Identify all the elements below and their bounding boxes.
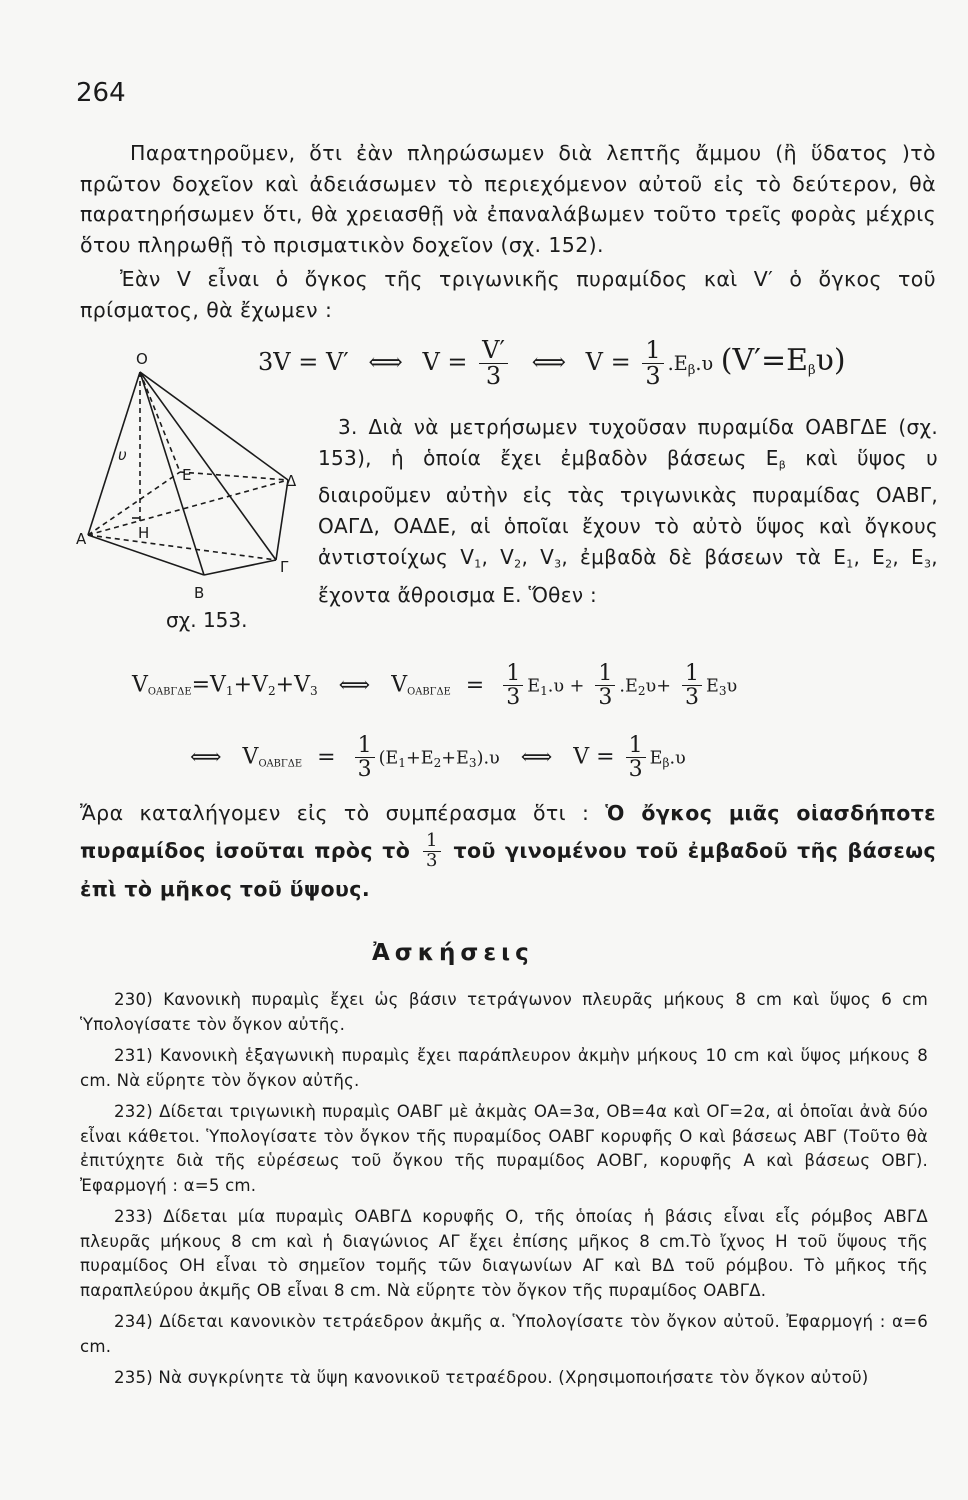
exercise-231: 231) Κανονικὴ ἑξαγωνικὴ πυραμὶς ἔχει παράπλευρον ἀκμὴν μήκους 10 cm καὶ ὕψος μήκους 8 cm. Νὰ εὕρητε τὸν ὄγκον αὐτῆς.	[80, 1046, 928, 1090]
exercises-heading: Ἀσκήσεις	[372, 940, 534, 966]
label-O: O	[136, 350, 148, 368]
edge-ED	[180, 472, 288, 480]
exercise-230: 230) Κανονικὴ πυραμὶς ἔχει ὡς βάσιν τετράγωνον πλευρᾶς μήκους 8 cm καὶ ὕψος 6 cm Ὑπολογίσατε τὸν ὄγκον αὐτῆς.	[80, 990, 928, 1034]
edge-GD	[276, 480, 288, 560]
paragraph-intro: Παρατηροῦμεν, ὅτι ἐὰν πληρώσωμεν διὰ λεπτῆς ἄμμου (ἢ ὕδατος )τὸ πρῶτον δοχεῖον καὶ ἀδειάσωμεν τὸ περιεχόμενον αὐτοῦ εἰς τὸ δεύτερον, θὰ παρατηρήσωμεν ὅτι, θὰ χρειασθῇ νὰ ἐπαναλάβωμεν τοῦτο τρεῖς φορὰς μέχρις ὅτου πληρωθῇ τὸ πρισματικὸν δοχεῖον (σχ. 152).	[80, 141, 936, 257]
label-G: Γ	[280, 558, 289, 576]
label-D: Δ	[286, 472, 297, 490]
equation-volume-result: ⟺ $V_{OAB\Gamma\Delta E}$ = $\frac{1}{3}$ $(E_1+E_2+E_3).\upsilon$ ⟺ V = $\frac{1}{3}$ $E_\beta.\upsilon$	[190, 733, 686, 783]
edge-OB	[140, 372, 204, 575]
exercise-list	[80, 988, 928, 1398]
equation-prism-relation: 3V = V′ ⟺ V = $\frac{V'}{3}$ ⟺ V = $\frac{1}{3}$ $.E_\beta.\upsilon$ $(V'=E_\beta\upsilon)$	[258, 336, 846, 391]
exercise-233: 233) Δίδεται μία πυραμὶς ΟΑΒΓΔ κορυφῆς Ο, τῆς ὁποίας ἡ βάσις εἶναι εἷς ρόμβος ΑΒΓΔ πλευρᾶς μήκους 8 cm καὶ ἡ διαγώνιος ΑΓ ἔχει ἐπίσης μῆκος 8 cm.Τὸ ἴχνος Η τοῦ ὕψους τῆς πυραμίδος ΟΗ εἶναι τὸ σημεῖον τομῆς τῶν διαγωνίων ΑΓ καὶ ΒΔ τοῦ ρόμβου. Τὸ μῆκος τῆς παραπλεύρου ἀκμῆς ΟΒ εἶναι 8 cm. Νὰ εὕρητε τὸν ὄγκον τῆς πυραμίδος ΟΑΒΓΔ.	[80, 1207, 928, 1300]
edge-AE	[88, 472, 180, 535]
paragraph-volume-definition: Ἐὰν V εἶναι ὁ ὄγκος τῆς τριγωνικῆς πυραμίδος καὶ V′ ὁ ὄγκος τοῦ πρίσματος, θὰ ἔχωμεν :	[80, 267, 936, 322]
pyramid-figure	[76, 340, 316, 610]
label-H: H	[138, 524, 150, 542]
paragraph-arbitrary-pyramid: 3. Διὰ νὰ μετρήσωμεν τυχοῦσαν πυραμίδα ΟΑΒΓΔΕ (σχ. 153), ἡ ὁποία ἔχει ἐμβαδὸν βάσεως $E_\beta$ καὶ ὕψος υ διαιροῦμεν αὐτὴν εἰς τὰς τριγωνικὰς πυραμίδας ΟΑΒΓ, ΟΑΓΔ, ΟΑΔΕ, αἱ ὁποῖαι ἔχουν τὸ αὐτὸ ὕψος καὶ ὄγκους ἀντιστοίχως $V_1$, $V_2$, $V_3$, ἐμβαδὰ δὲ βάσεων τὰ $E_1$, $E_2$, $E_3$, ἔχοντα ἄθροισμα E. Ὅθεν :	[318, 415, 938, 607]
label-B: B	[194, 584, 205, 602]
conclusion-theorem: Ἄρα καταλήγομεν εἰς τὸ συμπέρασμα ὅτι : Ὁ ὄγκος μιᾶς οἱασδήποτε πυραμίδος ἰσοῦται πρὸς τὸ $\frac{1}{3}$ τοῦ γινομένου τοῦ ἐμβαδοῦ τῆς βάσεως ἐπὶ τὸ μῆκος τοῦ ὕψους.	[80, 801, 936, 901]
page-number: 264	[76, 78, 126, 108]
label-u: υ	[118, 446, 127, 464]
edge-OG	[140, 372, 276, 560]
exercise-234: 234) Δίδεται κανονικὸν τετράεδρον ἀκμῆς α. Ὑπολογίσατε τὸν ὄγκον αὐτοῦ. Ἐφαρμογή : α=6 cm.	[80, 1312, 928, 1356]
edge-OA	[88, 372, 140, 535]
exercise-235: 235) Νὰ συγκρίνητε τὰ ὕψη κανονικοῦ τετραέδρου. (Χρησιμοποιήσατε τὸν ὄγκον αὐτοῦ)	[114, 1368, 869, 1387]
equation-volume-sum: $V_{OAB\Gamma\Delta E}=V_1+V_2+V_3$ ⟺ $V_{OAB\Gamma\Delta E}$ = $\frac{1}{3}$ $E_1.\upsilon$ + $\frac{1}{3}$ $.E_2\upsilon+$ $\frac{1}{3}$ $E_3\upsilon$	[132, 661, 738, 711]
label-A: A	[76, 530, 87, 548]
exercise-232: 232) Δίδεται τριγωνικὴ πυραμὶς ΟΑΒΓ μὲ ἀκμὰς ΟΑ=3α, ΟΒ=4α καὶ ΟΓ=2α, αἱ ὁποῖαι ἀνὰ δύο εἶναι κάθετοι. Ὑπολογίσατε τὸν ὄγκον τῆς πυραμίδος ΟΑΒΓ κορυφῆς Ο καὶ βάσεως ΑΒΓ (Τοῦτο θὰ ἐπιτύχητε διὰ τῆς εὑρέσεως τοῦ ὄγκου τῆς πυραμίδος ΑΟΒΓ, κορυφῆς Α καὶ βάσεως ΟΒΓ). Ἐφαρμογή : α=5 cm.	[80, 1102, 928, 1195]
figure-caption: σχ. 153.	[166, 608, 248, 632]
diag-AG	[88, 535, 276, 560]
edge-BG	[204, 560, 276, 575]
label-E: E	[182, 466, 192, 484]
